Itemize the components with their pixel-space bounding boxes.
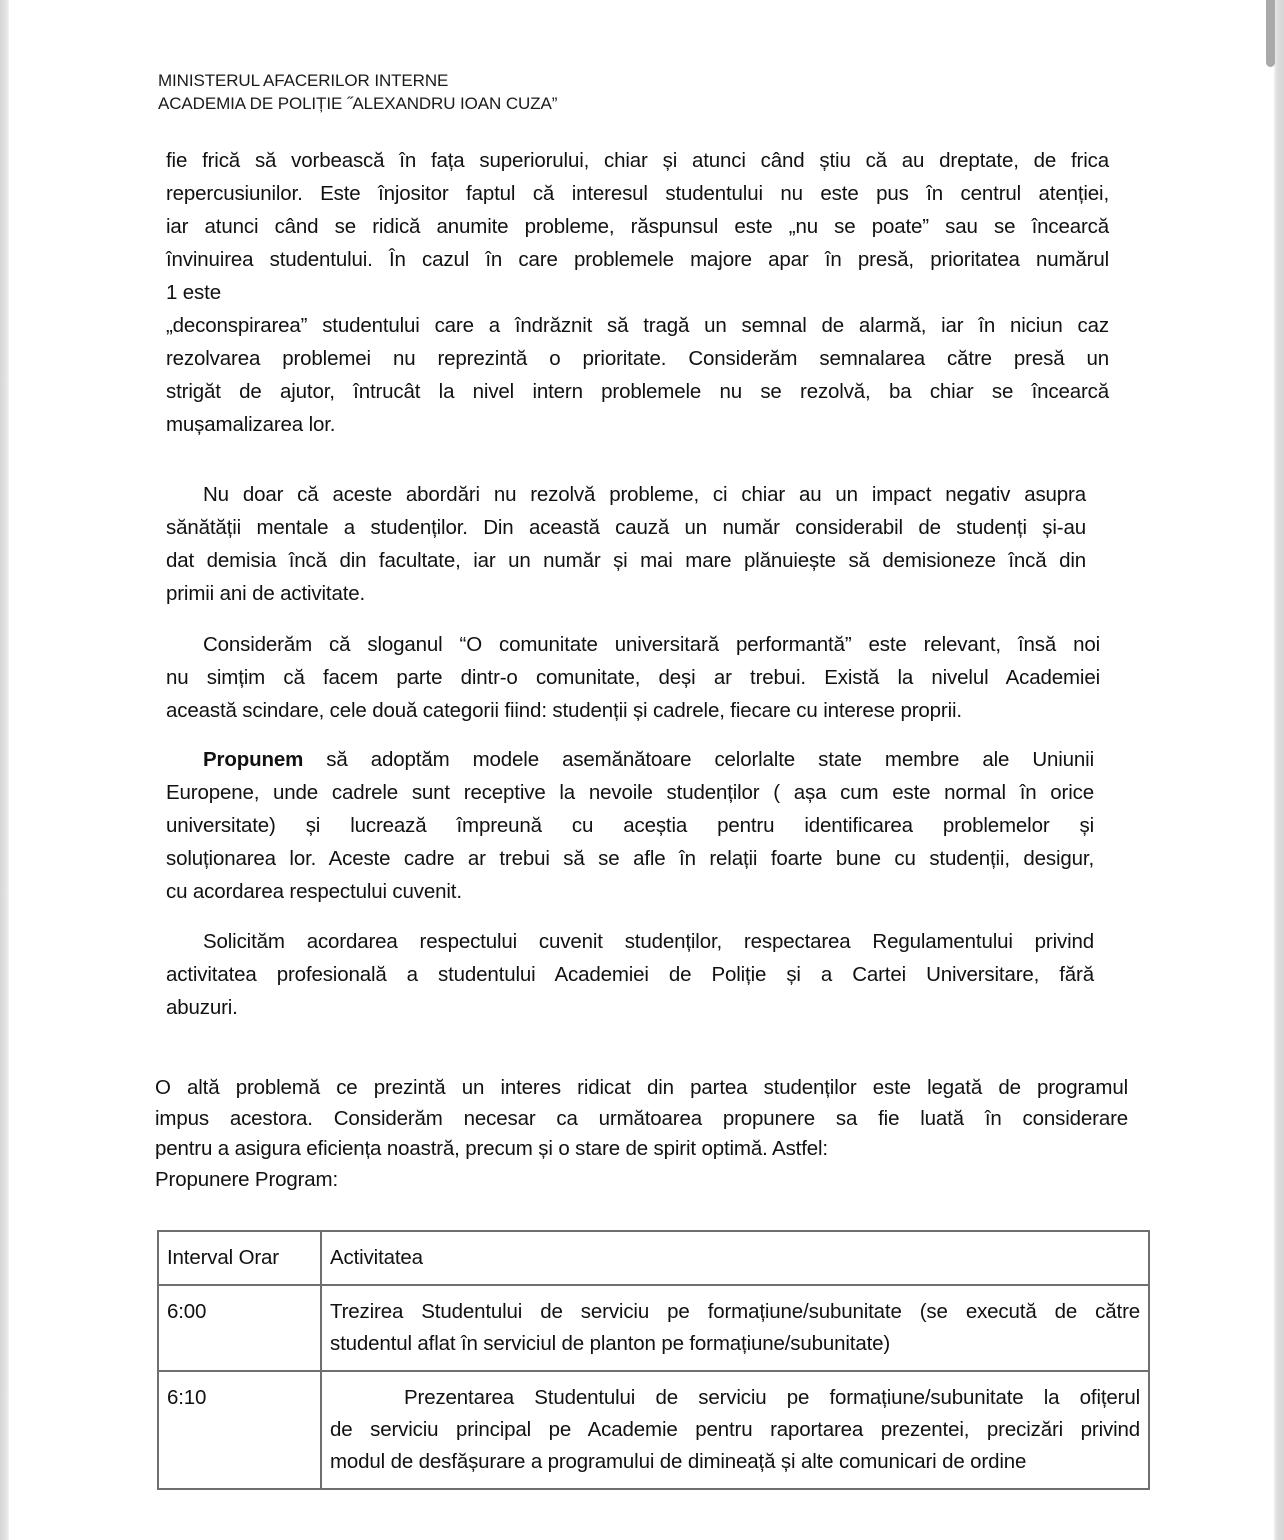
text-line: „deconspirarea” studentului care a îndrăznit să tragă un semnal de alarmă, iar în niciun caz — [166, 314, 1109, 337]
table-row — [158, 1285, 1149, 1371]
scrollbar-thumb[interactable] — [1266, 0, 1275, 67]
text-line: mușamalizarea lor. — [166, 413, 336, 436]
paragraph-proposal — [166, 743, 1094, 908]
text-line: soluționarea lor. Aceste cadre ar trebui să se afle în relații foarte bune cu studenții, desigur, — [166, 847, 1094, 870]
header-academy: ACADEMIA DE POLIȚIE ˝ALEXANDRU IOAN CUZA” — [158, 94, 558, 113]
cell-time — [158, 1371, 321, 1489]
header-ministry: MINISTERUL AFACERILOR INTERNE — [158, 71, 449, 90]
header-text: Activitatea — [330, 1246, 423, 1269]
text-line: Prezentarea Studentului de serviciu pe formațiune/subunitate la ofițerul — [404, 1386, 1140, 1409]
text-line: Nu doar că aceste abordări nu rezolvă probleme, ci chiar au un impact negativ asupra — [203, 483, 1086, 506]
header-text: Interval Orar — [167, 1246, 279, 1269]
schedule-table — [157, 1230, 1150, 1490]
text-line: Considerăm că sloganul “O comunitate universitară performantă” este relevant, însă noi — [203, 633, 1100, 656]
text-line: fie frică să vorbească în fața superiorului, chiar și atunci când știu că au dreptate, de frica — [166, 149, 1109, 172]
text-line: primii ani de activitate. — [166, 582, 366, 605]
viewer-left-edge — [0, 0, 9, 1540]
text-line: cu acordarea respectului cuvenit. — [166, 880, 462, 903]
text-line: rezolvarea problemei nu reprezintă o prioritate. Considerăm semnalarea către presă un — [166, 347, 1109, 370]
paragraph-slogan — [166, 628, 1100, 727]
column-header-interval — [158, 1231, 321, 1285]
text-line — [166, 743, 1094, 776]
document-header — [158, 69, 557, 115]
text-line: nu simțim că facem parte dintr-o comunitate, deși ar trebui. Există la nivelul Academiei — [166, 666, 1100, 689]
text-line: de serviciu principal pe Academie pentru raportarea prezentei, precizări privind — [330, 1418, 1140, 1441]
text-line: activitatea profesională a studentului Academiei de Poliție și a Cartei Universitare, fără — [166, 963, 1094, 986]
text-line: Europene, unde cadrele sunt receptive la nevoile studenților ( așa cum este normal în orice — [166, 781, 1094, 804]
text-line: dat demisia încă din facultate, iar un număr și mai mare plănuiește să demisioneze încă din — [166, 549, 1086, 572]
text-line: studentul aflat în serviciul de planton pe formațiune/subunitate) — [330, 1332, 891, 1355]
paragraph-fear-of-repercussions — [166, 144, 1109, 441]
paragraph-request — [166, 925, 1094, 1024]
text-line: repercusiunilor. Este înjositor faptul că interesul studentului nu este pus în centrul atenției, — [166, 182, 1109, 205]
text-line: strigăt de ajutor, întrucât la nivel intern problemele nu se rezolvă, ba chiar se încearcă — [166, 380, 1109, 403]
cell-time — [158, 1285, 321, 1371]
text-line: învinuirea studentului. În cazul în care problemele majore apar în presă, prioritatea numărul — [166, 248, 1109, 271]
time-text: 6:00 — [167, 1300, 207, 1323]
viewer-scrollbar-track[interactable] — [1274, 0, 1284, 1540]
bold-lead-word: Propunem — [203, 748, 304, 771]
text-line: iar atunci când se ridică anumite probleme, răspunsul este „nu se poate” sau se încearcă — [166, 215, 1109, 238]
table-header-row — [158, 1231, 1149, 1285]
paragraph-mental-health — [166, 478, 1086, 610]
time-text: 6:10 — [167, 1386, 207, 1409]
table-row — [158, 1371, 1149, 1489]
paragraph-schedule-intro — [155, 1073, 1128, 1195]
text-line: Trezirea Studentului de serviciu pe formațiune/subunitate (se execută de către — [330, 1300, 1140, 1323]
text-line: 1 este — [166, 281, 221, 304]
text-fragment: să adoptăm modele asemănătoare celorlalte state membre ale Uniunii — [303, 748, 1094, 771]
text-line: pentru a asigura eficiența noastră, precum și o stare de spirit optimă. Astfel: — [155, 1137, 828, 1160]
text-line: Solicităm acordarea respectului cuvenit studenților, respectarea Regulamentului privind — [203, 930, 1094, 953]
text-line: această scindare, cele două categorii fiind: studenții și cadrele, fiecare cu interese proprii. — [166, 699, 962, 722]
cell-activity — [321, 1285, 1149, 1371]
text-line: impus acestora. Considerăm necesar ca următoarea propunere sa fie luată în considerare — [155, 1106, 1128, 1130]
cell-activity — [321, 1371, 1149, 1489]
text-line: universitate) și lucrează împreună cu aceștia pentru identificarea problemelor și — [166, 814, 1094, 837]
text-line: abuzuri. — [166, 996, 238, 1019]
text-line: modul de desfășurare a programului de dimineață și alte comunicari de ordine — [330, 1450, 1027, 1473]
schedule-caption: Propunere Program: — [155, 1167, 339, 1191]
text-line: sănătății mentale a studenților. Din această cauză un număr considerabil de studenți și-au — [166, 516, 1086, 539]
text-line: O altă problemă ce prezintă un interes ridicat din partea studenților este legată de programul — [155, 1076, 1128, 1099]
column-header-activity — [321, 1231, 1149, 1285]
